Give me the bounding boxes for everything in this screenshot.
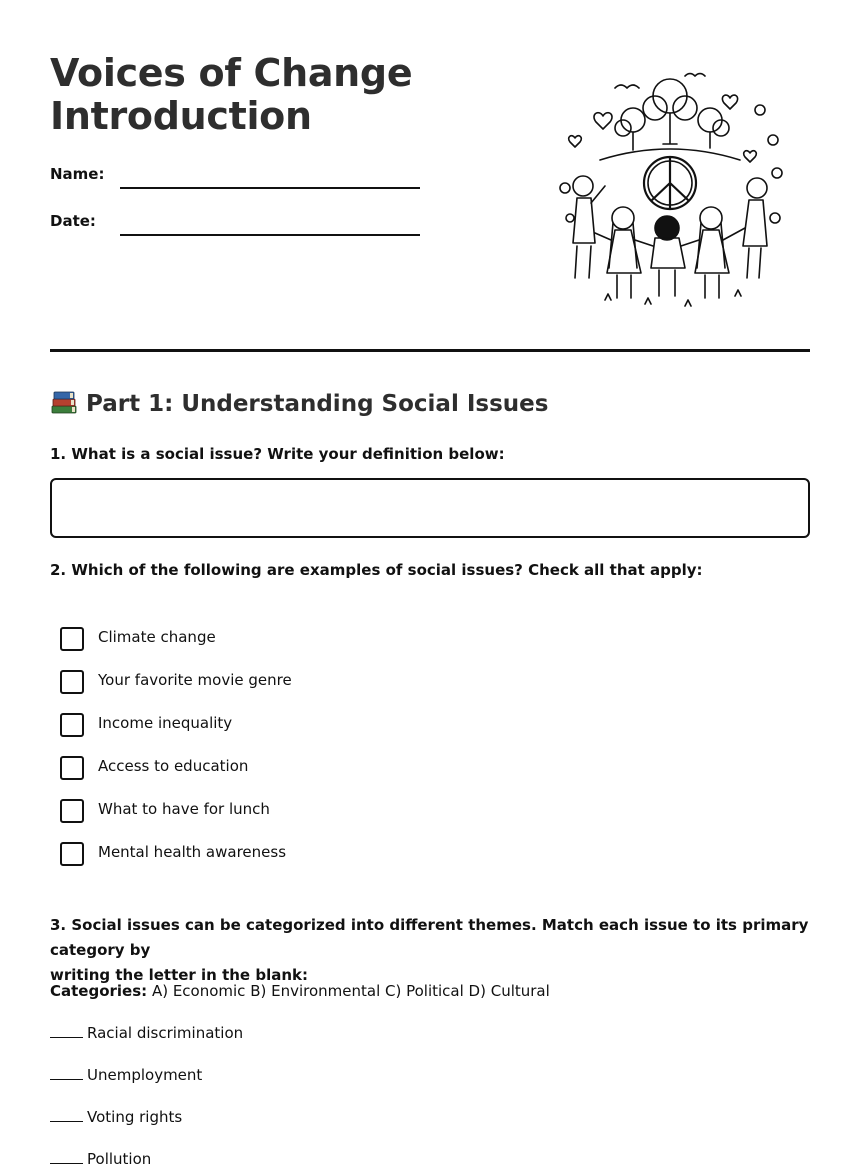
question-3-line-1: 3. Social issues can be categorized into different themes. Match each issue to its primary category by [50,916,809,959]
question-2: 2. Which of the following are examples of social issues? Check all that apply: [50,561,703,579]
date-label: Date: [50,212,96,230]
match-item[interactable] [50,1149,151,1168]
answer-blank[interactable] [50,1107,83,1122]
option-label: Access to education [98,757,249,775]
option-mental-health-awareness[interactable] [60,842,560,866]
answer-blank[interactable] [50,1065,83,1080]
definition-answer-box[interactable] [50,478,810,538]
date-input-line[interactable] [120,234,420,236]
match-label: Unemployment [87,1066,203,1084]
checkbox[interactable] [60,756,84,780]
categories-label: Categories: [50,982,148,1000]
checkbox[interactable] [60,713,84,737]
option-label: Mental health awareness [98,843,287,861]
question-1: 1. What is a social issue? Write your definition below: [50,445,505,463]
question-3-line-2: writing the letter in the blank: [50,966,308,984]
option-income-inequality[interactable] [60,713,560,737]
match-label: Voting rights [87,1108,183,1126]
worksheet-header [50,0,810,352]
categories-line [50,982,550,1000]
books-icon [50,388,78,416]
checkbox[interactable] [60,670,84,694]
worksheet-page [50,0,810,1168]
worksheet-title [50,52,412,138]
option-access-to-education[interactable] [60,756,560,780]
name-label: Name: [50,165,105,183]
name-field[interactable] [50,165,420,189]
checkbox[interactable] [60,799,84,823]
title-line-1: Voices of Change [50,51,413,95]
answer-blank[interactable] [50,1023,83,1038]
option-label: Income inequality [98,714,233,732]
checkbox[interactable] [60,842,84,866]
name-input-line[interactable] [120,187,420,189]
option-favorite-movie-genre[interactable] [60,670,560,694]
checkbox[interactable] [60,627,84,651]
peace-circle-children-icon [545,68,795,313]
question-3 [50,913,810,988]
part1-heading [50,388,548,420]
match-label: Racial discrimination [87,1024,244,1042]
option-label: Climate change [98,628,216,646]
section-divider [50,349,810,352]
option-what-to-have-for-lunch[interactable] [60,799,560,823]
match-item[interactable] [50,1023,243,1042]
part1-heading-text: Part 1: Understanding Social Issues [86,391,549,417]
match-label: Pollution [87,1150,152,1168]
title-line-2: Introduction [50,94,312,138]
match-item[interactable] [50,1065,202,1084]
date-field[interactable] [50,212,420,236]
option-label: Your favorite movie genre [98,671,292,689]
match-item[interactable] [50,1107,182,1126]
categories-text: A) Economic B) Environmental C) Political D) Cultural [151,982,550,1000]
option-label: What to have for lunch [98,800,270,818]
answer-blank[interactable] [50,1149,83,1164]
option-climate-change[interactable] [60,627,560,651]
